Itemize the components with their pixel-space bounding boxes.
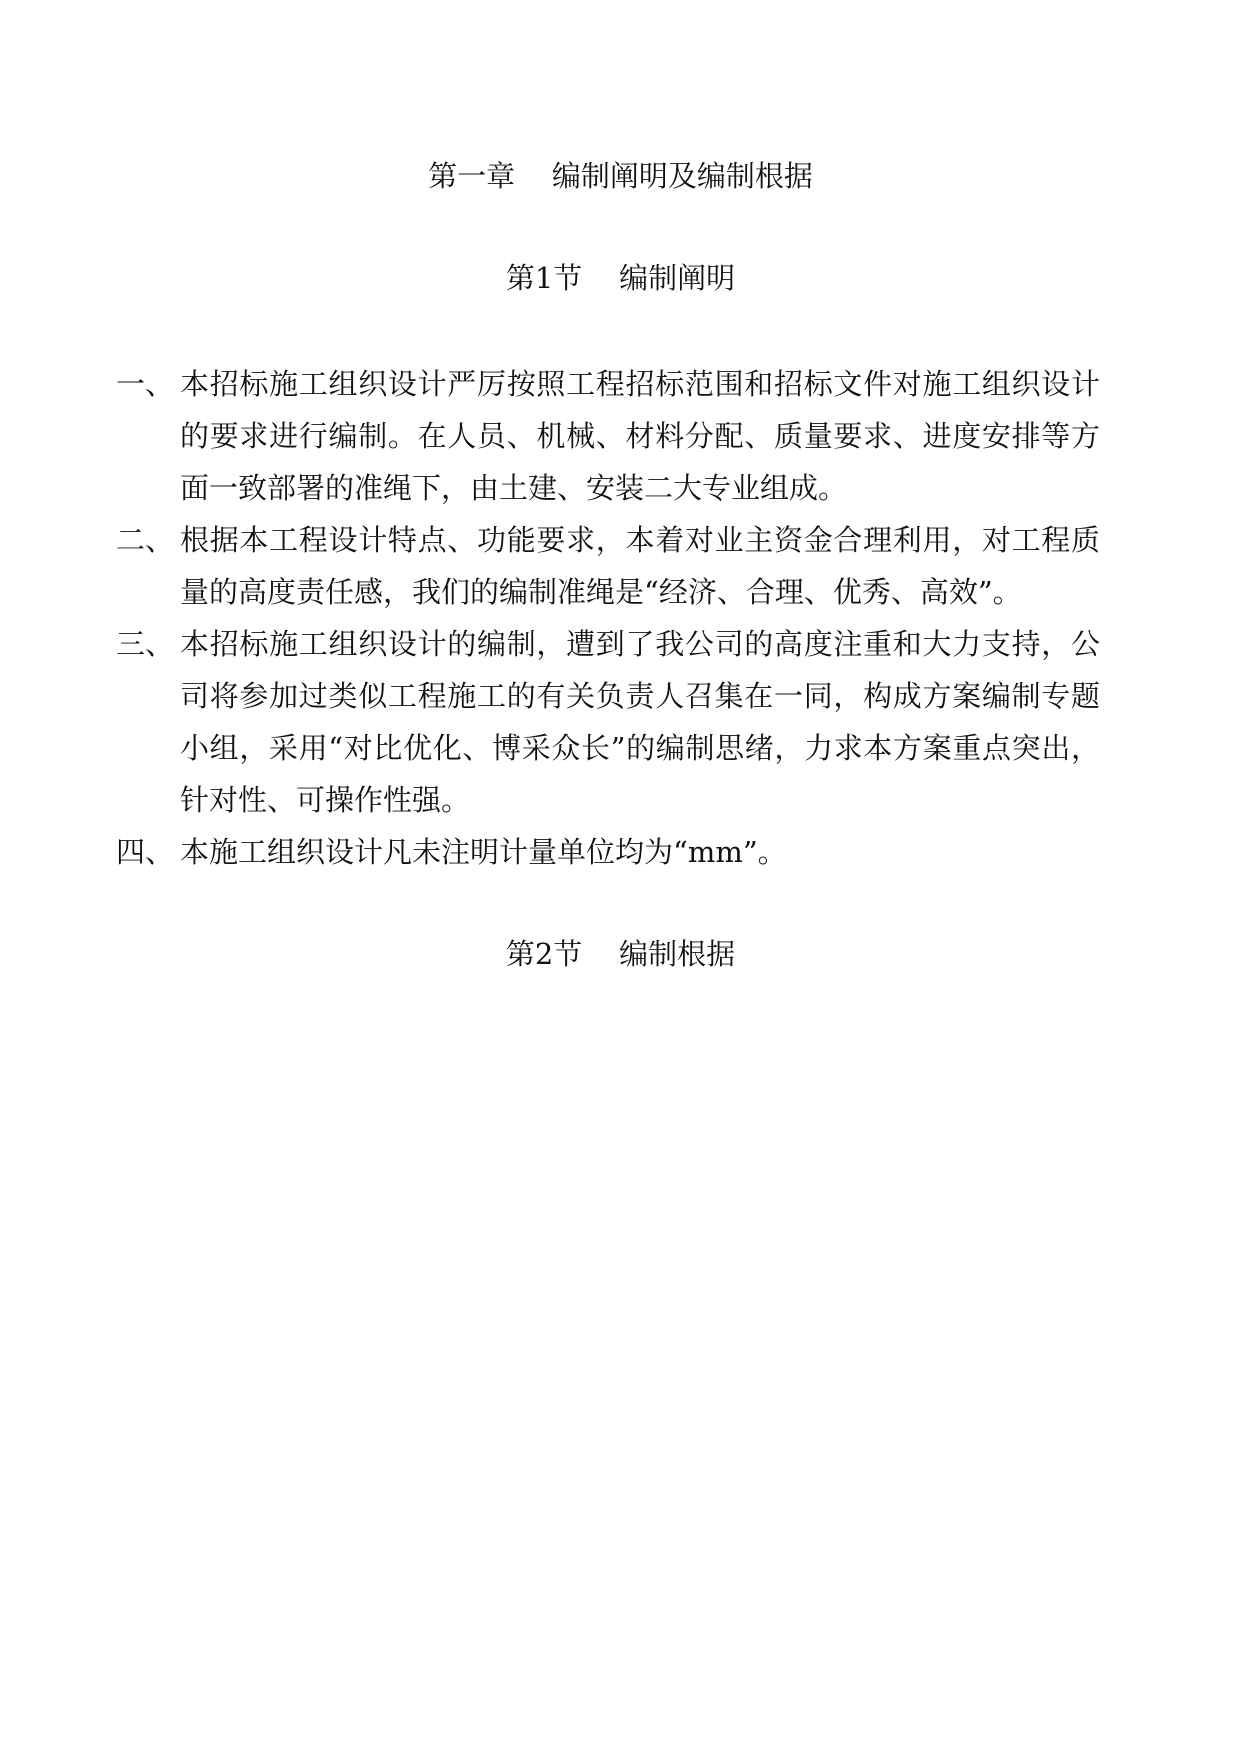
list-item-1 <box>116 358 1100 514</box>
list-item-number: 四、 <box>116 835 175 869</box>
section-1-list <box>116 358 1100 878</box>
chapter-title: 第一章 编制阐明及编制根据 <box>428 159 813 193</box>
list-item-text: 本招标施工组织设计严厉按照工程招标范围和招标文件对施工组织设计的要求进行编制。在人员、机械、材料分配、质量要求、进度安排等方面一致部署的准绳下，由土建、安装二大专业组成。 <box>180 367 1100 505</box>
list-item-text: 本施工组织设计凡未注明计量单位均为“mm”。 <box>180 835 787 869</box>
section-1-title: 第1节 编制阐明 <box>505 261 736 295</box>
list-item-3 <box>116 618 1100 826</box>
list-item-2 <box>116 514 1100 618</box>
list-item-text: 本招标施工组织设计的编制，遭到了我公司的高度注重和大力支持，公司将参加过类似工程施工的有关负责人召集在一同，构成方案编制专题小组，采用“对比优化、博采众长”的编制思绪，力求本方案重点突出，针对性、可操作性强。 <box>180 627 1100 817</box>
section-2-title: 第2节 编制根据 <box>505 937 736 971</box>
list-item-number: 二、 <box>116 523 175 557</box>
list-item-text: 根据本工程设计特点、功能要求，本着对业主资金合理利用，对工程质量的高度责任感，我们的编制准绳是“经济、合理、优秀、高效”。 <box>180 523 1100 609</box>
list-item-number: 一、 <box>116 367 175 401</box>
list-item-4 <box>116 826 1100 878</box>
list-item-number: 三、 <box>116 627 175 661</box>
